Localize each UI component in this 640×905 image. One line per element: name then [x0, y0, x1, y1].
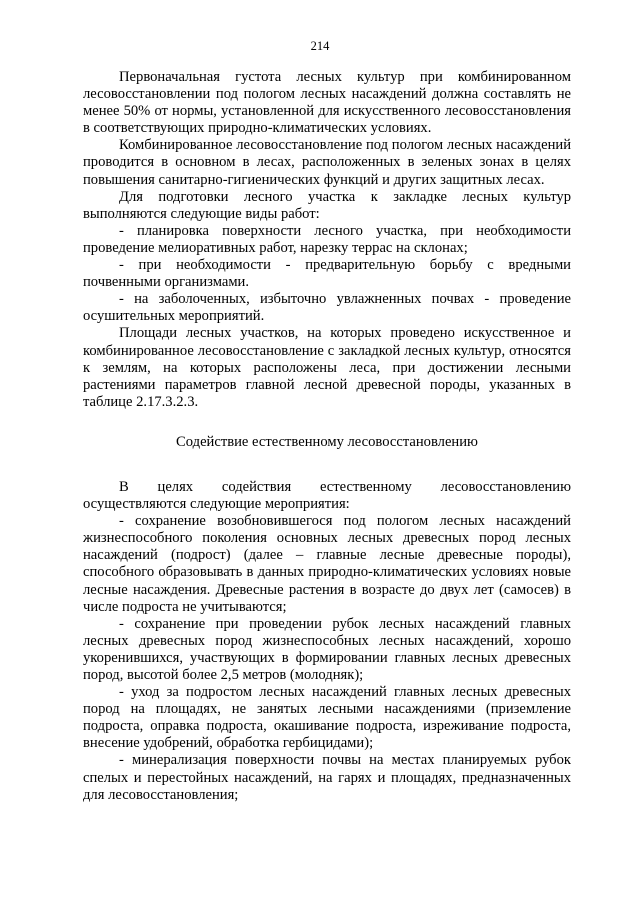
paragraph: Для подготовки лесного участка к закладке лесных культур выполняются следующие виды работ:: [83, 188, 571, 222]
paragraph: Площади лесных участков, на которых проведено искусственное и комбинированное лесовосстановление с закладкой лесных культур, относятся к землям, на которых расположены леса, при достижении лесными растениями параметров главной лесной древесной породы, указанных в таблице 2.17.3.2.3.: [83, 325, 571, 410]
section-title: Содействие естественному лесовосстановлению: [176, 433, 478, 450]
paragraph: Первоначальная густота лесных культур при комбинированном лесовосстановлении под пологом лесных насаждений должна составлять не менее 50% от нормы, установленной для искусственного лесовосстановления в соответствующих природно-климатических условиях.: [83, 69, 571, 137]
list-item: - на заболоченных, избыточно увлажненных почвах - проведение осушительных мероприятий.: [83, 291, 571, 325]
list-item: - при необходимости - предварительную борьбу с вредными почвенными организмами.: [83, 257, 571, 291]
list-item: - сохранение возобновившегося под пологом лесных насаждений жизнеспособного поколения основных лесных древесных пород лесных насаждений (подрост) (далее – главные лесные древесные породы), способного образовывать в данных природно-климатических условиях новые лесные насаждения. Древесные растения в возрасте до двух лет (самосев) в числе подроста не учитываются;: [83, 513, 571, 615]
paragraph: В целях содействия естественному лесовосстановлению осуществляются следующие мероприятия:: [83, 478, 571, 513]
paragraph: Комбинированное лесовосстановление под пологом лесных насаждений проводится в основном в лесах, расположенных в зеленых зонах в целях повышения санитарно-гигиенических функций и других защитных лесах.: [83, 137, 571, 188]
list-item: - уход за подростом лесных насаждений главных лесных древесных пород на площадях, не занятых лесными насаждениями (приземление подроста, оправка подроста, окашивание подроста, изреживание подроста, внесение удобрений, обработка гербицидами);: [83, 684, 571, 752]
list-item: - минерализация поверхности почвы на местах планируемых рубок спелых и перестойных насаждений, на гарях и площадях, предназначенных для лесовосстановления;: [83, 752, 571, 803]
page-content: [83, 69, 571, 804]
list-item: - сохранение при проведении рубок лесных насаждений главных лесных древесных пород жизнеспособных лесных насаждений, хорошо укоренившихся, участвующих в формировании главных лесных древесных пород, высотой более 2,5 метров (молодняк);: [83, 615, 571, 683]
list-item: - планировка поверхности лесного участка, при необходимости проведение мелиоративных работ, нарезку террас на склонах;: [83, 222, 571, 256]
page-number: 214: [310, 39, 330, 53]
